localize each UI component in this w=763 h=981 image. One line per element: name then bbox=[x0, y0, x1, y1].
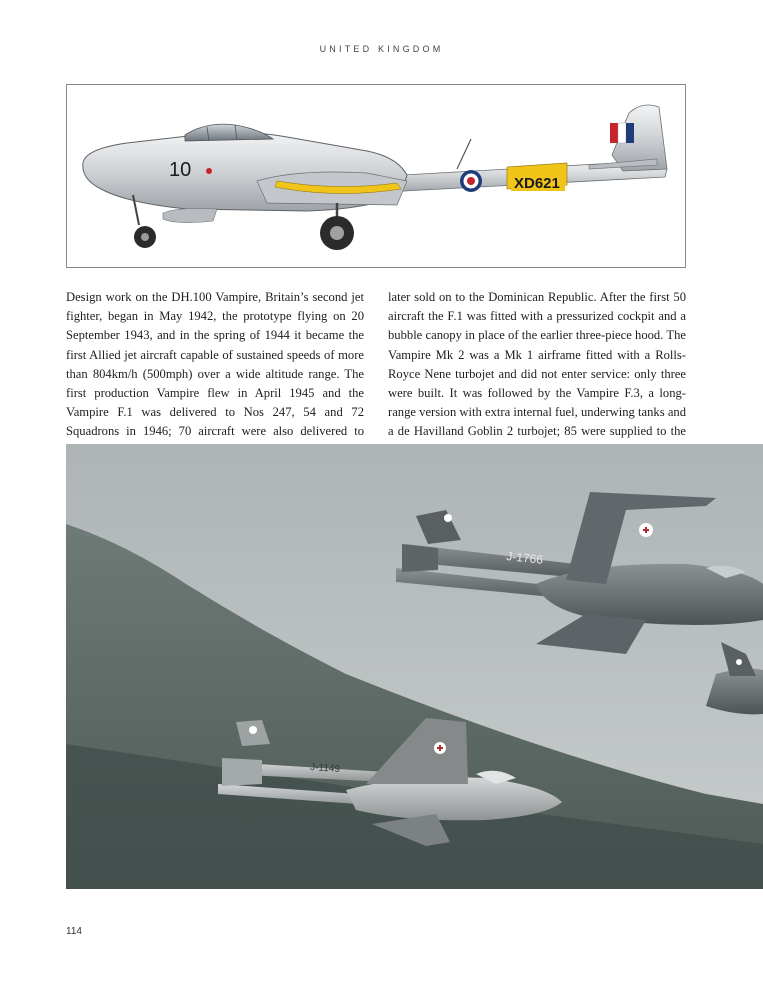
fin-flash-white bbox=[618, 123, 626, 143]
vampire-profile-drawing bbox=[67, 85, 685, 267]
fin-flash-blue bbox=[626, 123, 634, 143]
aircraft-profile-illustration bbox=[66, 84, 686, 268]
body-text-right-column: later sold on to the Dominican Republic. After the first 50 aircraft the F.1 was fitted with a pressurized cockpit and a bubble canopy in place of the earlier three-piece hood. The Vampire Mk 2 was a Mk 1 airframe fitted with a Rolls-Royce Nene turbojet and did not enter service: only three were built. It was followed by the Vampire F.3, a long-range version with extra internal fuel, underwing tanks and a de Havilland Goblin 2 turbojet; 85 were supplied to the bbox=[388, 290, 686, 439]
body-text-left-column: Design work on the DH.100 Vampire, Britain’s second jet fighter, began in May 1942, the prototype flying on 20 September 1943, and in the spring of 1944 it became the first Allied jet aircraft capable of sustained speeds of more than 804km/h (500mph) over a wide altitude range. The first production Vampire flew in April 1945 and the Vampire F.1 was delivered to Nos 247, 54 and 72 Squadrons in 1946; 70 aircraft were also delivered to bbox=[66, 290, 364, 439]
roundel bbox=[460, 170, 482, 192]
serial-lower: J-1149 bbox=[309, 762, 341, 776]
vampire-formation-photo bbox=[66, 444, 763, 889]
running-head: UNITED KINGDOM bbox=[319, 44, 444, 54]
formation-photograph bbox=[66, 444, 763, 889]
fin-flash-red bbox=[610, 123, 618, 143]
tail-code: XD621 bbox=[514, 175, 560, 192]
page-number: 114 bbox=[66, 926, 82, 937]
nose-number: 10 bbox=[169, 159, 192, 181]
serial-upper: J-1766 bbox=[505, 549, 544, 567]
